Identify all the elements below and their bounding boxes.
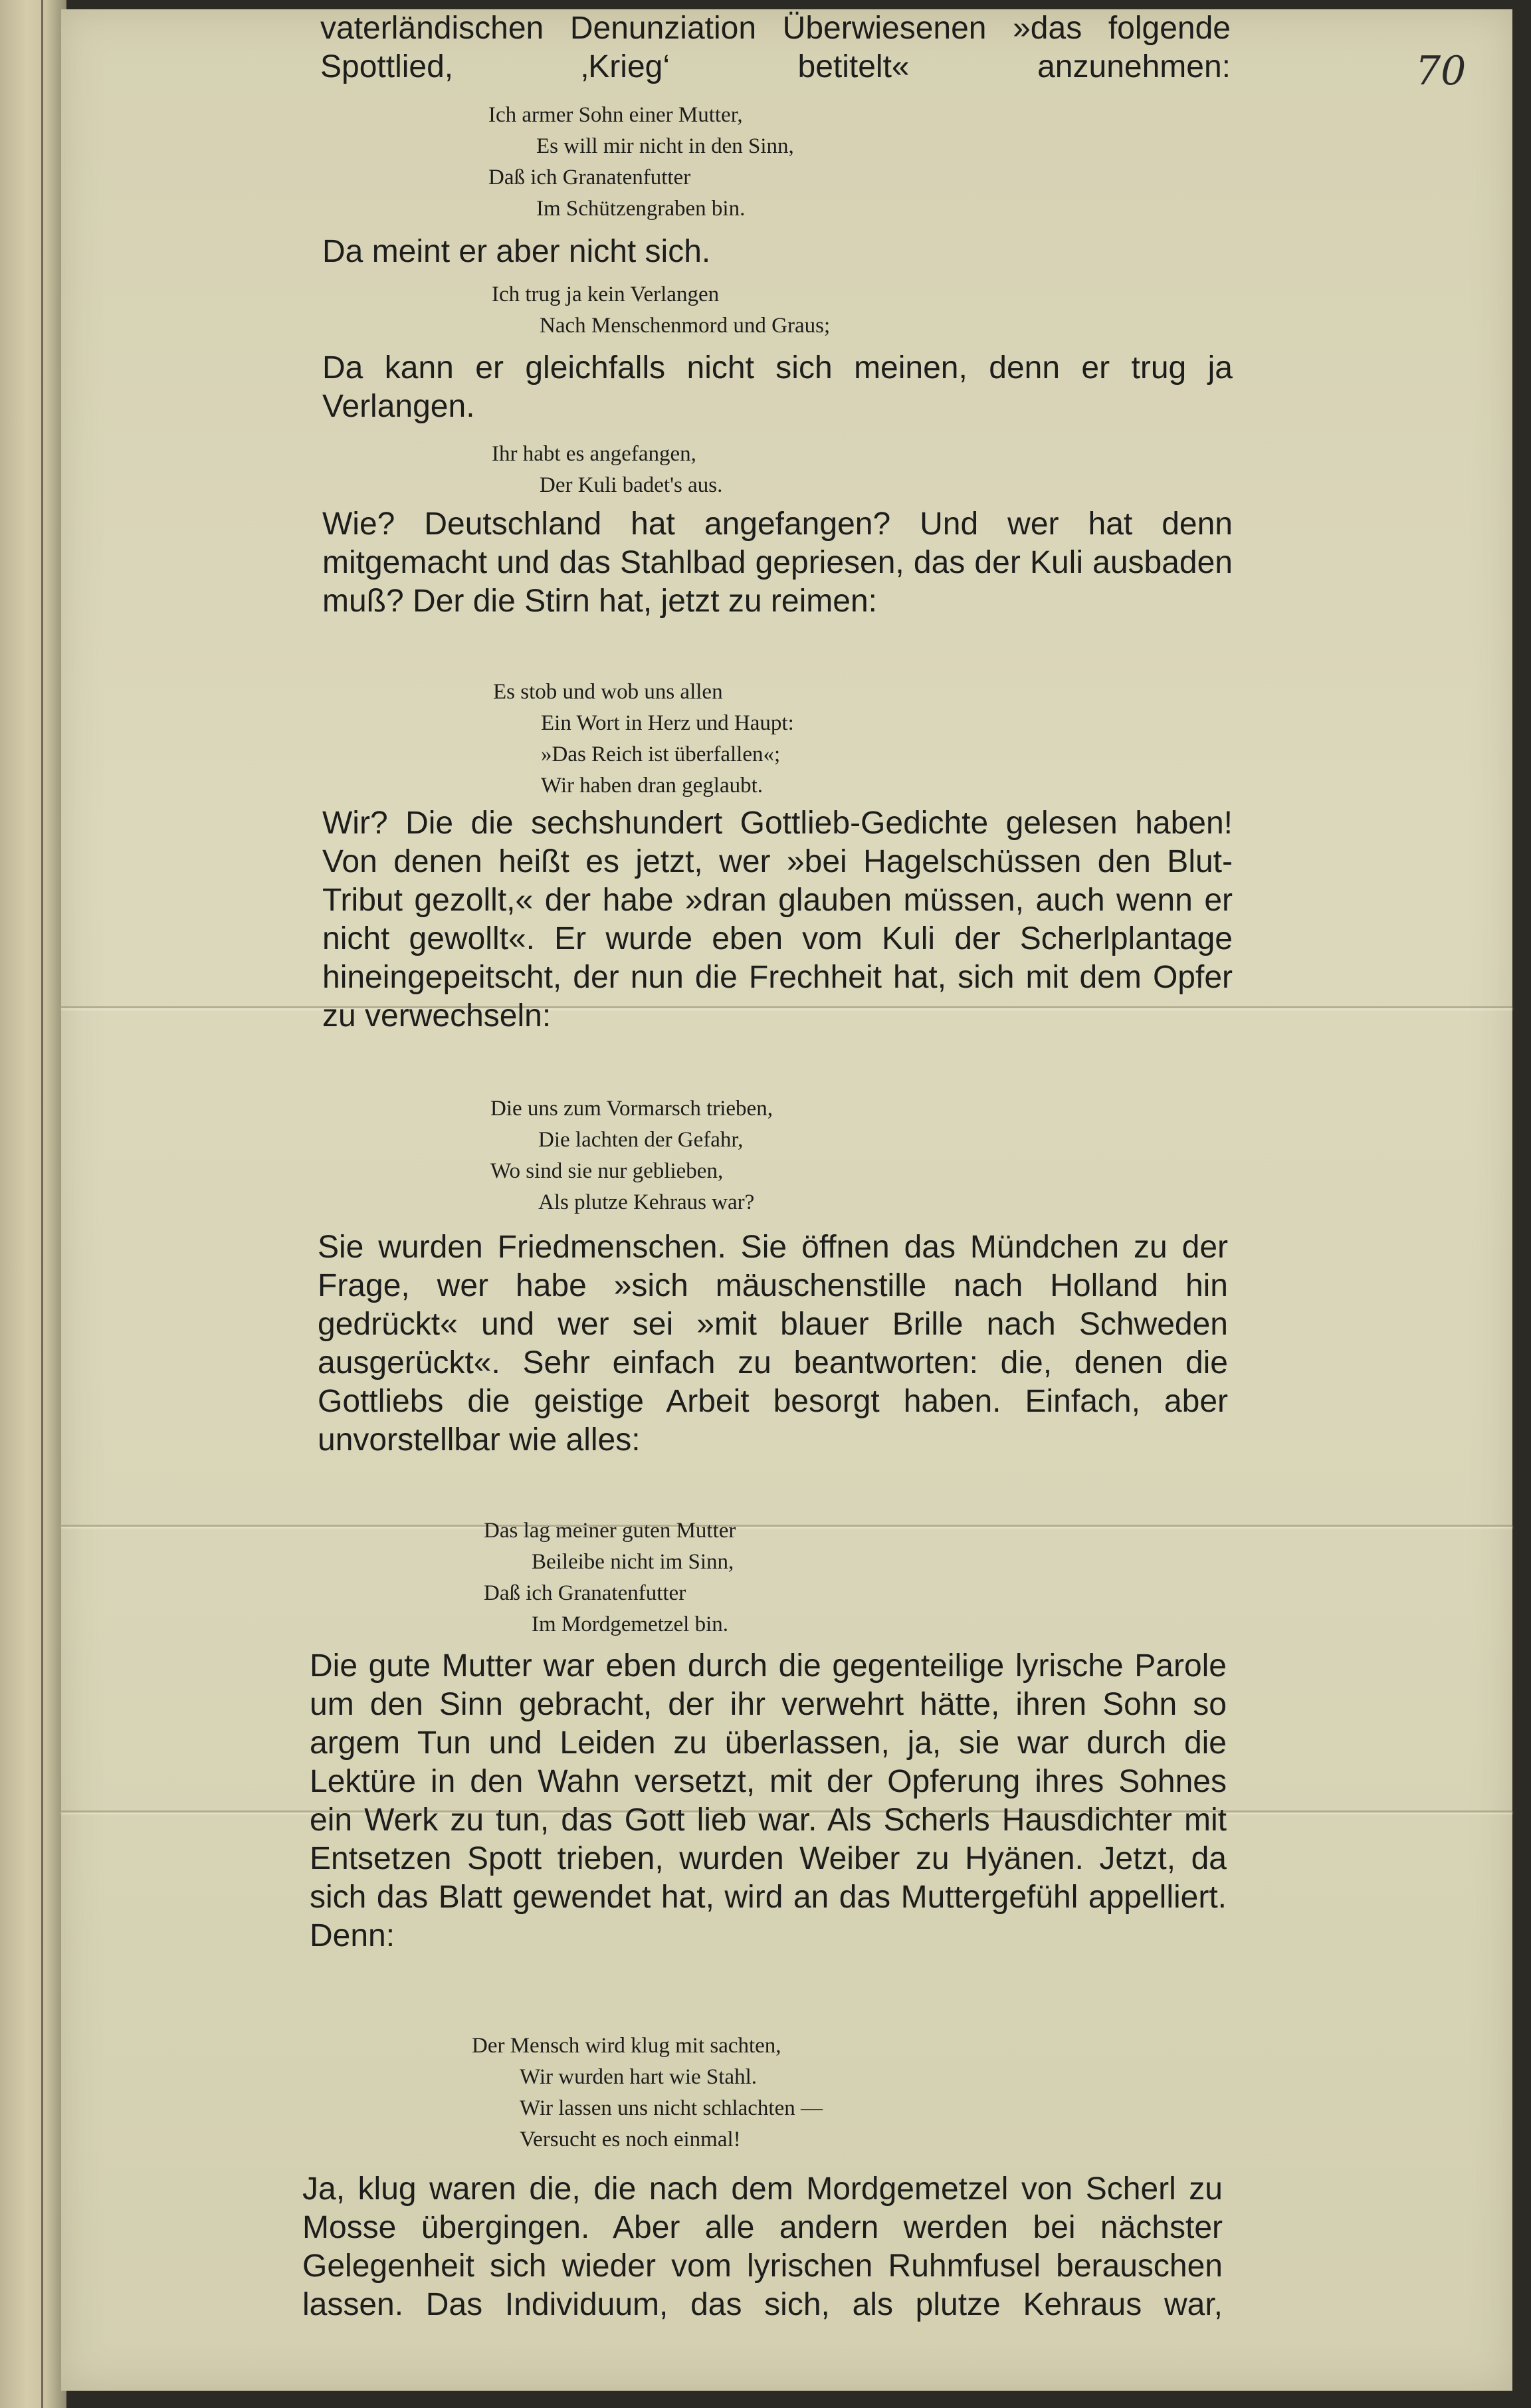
paragraph: Wie? Deutschland hat angefangen? Und wer hat denn mitgemacht und das Stahlbad gepriesen, das der Kuli ausbaden muß? Der die Stirn hat, jetzt zu reimen:: [322, 506, 1233, 619]
verse-line: Versucht es noch einmal!: [520, 2128, 741, 2151]
verse-line: Wir haben dran geglaubt.: [541, 774, 764, 798]
paragraph: Die gute Mutter war eben durch die gegenteilige lyrische Parole um den Sinn gebracht, der ihr verwehrt hätte, ihren Sohn so argem Tun und Leiden zu überlassen, ja, sie war durch die Lektüre in den Wahn versetzt, mit der Opferung ihres Sohnes ein Werk zu tun, das Gott lieb war. Als Scherls Hausdichter mit Entsetzen Spott trieben, wurden Weiber zu Hyänen. Jetzt, da sich das Blatt gewendet hat, wird an das Muttergefühl appelliert. Denn:: [310, 1648, 1227, 1953]
poem-stanza: [492, 279, 830, 342]
verse-line: Ich armer Sohn einer Mutter,: [488, 103, 743, 127]
paragraph: Wir? Die die sechshundert Gottlieb-Gedichte gelesen haben! Von denen heißt es jetzt, wer »bei Hagelschüssen den Blut-Tribut gezollt,« der habe »dran glauben müssen, auch wenn er nicht gewollt«. Er wurde eben vom Kuli der Scherlplantage hineingepeitscht, der nun die Frechheit hat, sich mit dem Opfer zu verwechseln:: [322, 806, 1233, 1034]
verse-line: Daß ich Granatenfutter: [488, 165, 691, 189]
verse-line: Ich trug ja kein Verlangen: [492, 282, 720, 306]
poem-stanza: [484, 1515, 736, 1640]
verse-line: Es will mir nicht in den Sinn,: [536, 134, 794, 158]
verse-line: Wir lassen uns nicht schlachten —: [520, 2096, 823, 2120]
verse-line: Daß ich Granatenfutter: [484, 1581, 686, 1605]
verse-line: Wir wurden hart wie Stahl.: [520, 2065, 757, 2089]
paragraph: Da kann er gleichfalls nicht sich meinen, denn er trug ja Verlangen.: [322, 350, 1233, 424]
verse-line: »Das Reich ist überfallen«;: [541, 742, 781, 766]
verse-line: Im Schützengraben bin.: [536, 197, 746, 221]
verse-line: Ein Wort in Herz und Haupt:: [541, 711, 794, 735]
verse-line: Beileibe nicht im Sinn,: [532, 1550, 734, 1574]
verse-line: Der Mensch wird klug mit sachten,: [472, 2034, 781, 2058]
poem-stanza: [493, 677, 794, 802]
verse-line: Wo sind sie nur geblieben,: [490, 1159, 724, 1183]
verse-line: Ihr habt es angefangen,: [492, 442, 696, 466]
verse-line: Im Mordgemetzel bin.: [532, 1612, 729, 1636]
verse-line: Die uns zum Vormarsch trieben,: [490, 1097, 773, 1121]
poem-stanza: [488, 100, 794, 225]
poem-stanza: [472, 2030, 823, 2155]
poem-stanza: [490, 1093, 773, 1218]
verse-line: Es stob und wob uns allen: [493, 680, 723, 704]
handwritten-page-number: 70: [1415, 48, 1467, 94]
paragraph: vaterländischen Denunziation Überwiesenen »das folgende Spottlied, ‚Krieg‘ betitelt« anzunehmen:: [320, 11, 1231, 84]
poem-stanza: [492, 439, 722, 501]
verse-line: Nach Menschenmord und Graus;: [540, 314, 831, 338]
verse-line: Der Kuli badet's aus.: [540, 473, 723, 497]
paragraph: Ja, klug waren die, die nach dem Mordgemetzel von Scherl zu Mosse übergingen. Aber alle andern werden bei nächster Gelegenheit sich wieder vom lyrischen Ruhmfusel berauschen lassen. Das Individuum, das sich, als plutze Kehraus war,: [302, 2171, 1223, 2322]
paragraph: Da meint er aber nicht sich.: [322, 234, 711, 269]
paragraph: Sie wurden Friedmenschen. Sie öffnen das Mündchen zu der Frage, wer habe »sich mäuschenstille nach Holland hin gedrückt« und wer sei »mit blauer Brille nach Schweden ausgerückt«. Sehr einfach zu beantworten: die, denen die Gottliebs die geistige Arbeit besorgt haben. Einfach, aber unvorstellbar wie alles:: [318, 1230, 1228, 1458]
verse-line: Die lachten der Gefahr,: [538, 1128, 744, 1152]
verse-line: Als plutze Kehraus war?: [538, 1190, 755, 1214]
verse-line: Das lag meiner guten Mutter: [484, 1519, 736, 1543]
